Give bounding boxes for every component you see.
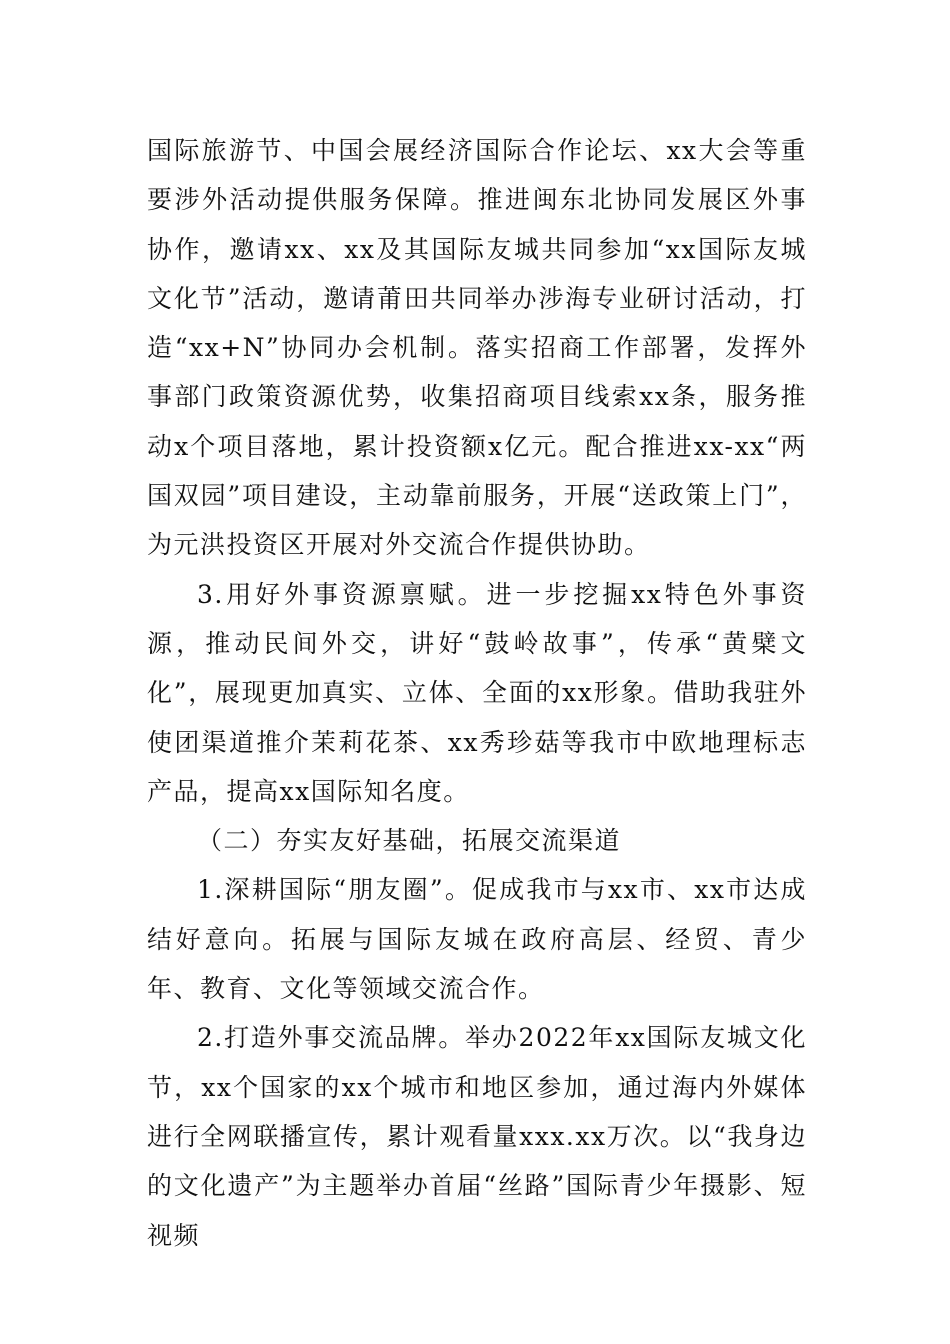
document-body bbox=[147, 126, 807, 1260]
paragraph-friends-circle: 1.深耕国际“朋友圈”。促成我市与xx市、xx市达成结好意向。拓展与国际友城在政府高层、经贸、青少年、教育、文化等领域交流合作。 bbox=[147, 875, 807, 1004]
paragraph-exchange-brand: 2.打造外事交流品牌。举办2022年xx国际友城文化节，xx个国家的xx个城市和地区参加，通过海内外媒体进行全网联播宣传，累计观看量xxx.xx万次。以“我身边的文化遗产”为主题举办首届“丝路”国际青少年摄影、短视频 bbox=[147, 1023, 807, 1250]
section-heading: （二）夯实友好基础，拓展交流渠道 bbox=[197, 826, 622, 856]
paragraph-continuation: 国际旅游节、中国会展经济国际合作论坛、xx大会等重要涉外活动提供服务保障。推进闽东北协同发展区外事协作，邀请xx、xx及其国际友城共同参加“xx国际友城文化节”活动，邀请莆田共同举办涉海专业研讨活动，打造“xx+N”协同办会机制。落实招商工作部署，发挥外事部门政策资源优势，收集招商项目线索xx条，服务推动x个项目落地，累计投资额x亿元。配合推进xx-xx“两国双园”项目建设，主动靠前服务，开展“送政策上门”，为元洪投资区开展对外交流合作提供协助。 bbox=[147, 136, 807, 560]
paragraph-external-resources: 3.用好外事资源禀赋。进一步挖掘xx特色外事资源，推动民间外交，讲好“鼓岭故事”，传承“黄檗文化”，展现更加真实、立体、全面的xx形象。借助我驻外使团渠道推介茉莉花茶、xx秀珍菇等我市中欧地理标志产品，提高xx国际知名度。 bbox=[147, 579, 807, 806]
